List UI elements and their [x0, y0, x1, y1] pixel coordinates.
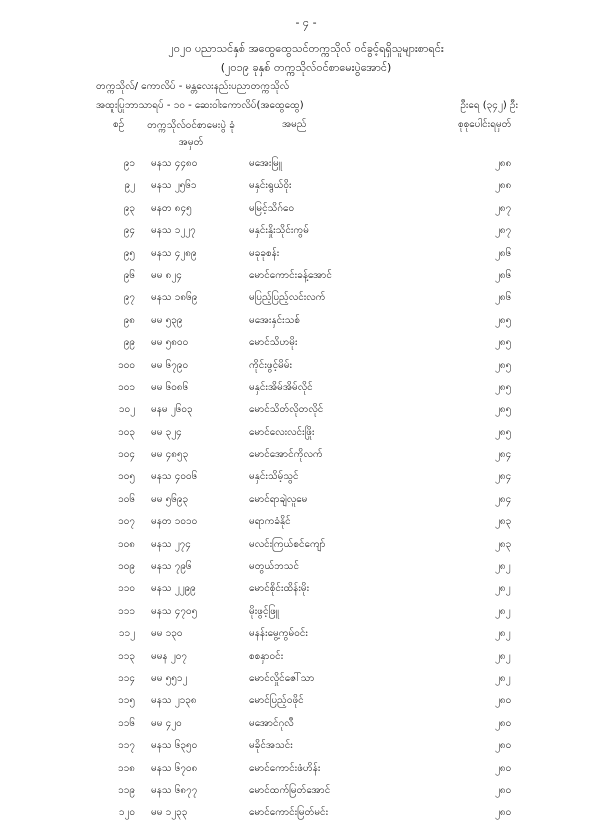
exam-number: မနသ ၁၂၂၇	[151, 225, 196, 237]
student-name: မောင်ကောင်းခန့်အောင်	[249, 269, 332, 281]
table-row	[0, 223, 612, 245]
exam-number: မနသ ၄၀၀၆	[151, 471, 198, 483]
student-name: မပြည့်ပြည့်လင်းလက်	[249, 292, 326, 304]
total-score: ၂၈၄	[495, 471, 512, 483]
table-row	[0, 649, 612, 671]
exam-number: မနသ ၄၂၈၉	[151, 247, 197, 259]
student-name: မနှင်းသိမ့်သွင်	[249, 471, 299, 483]
row-number: ၁၁၇	[118, 740, 135, 752]
total-score: ၂၈၂	[495, 672, 511, 684]
table-row	[0, 761, 612, 783]
exam-number: မမ ၃၂၄	[151, 426, 182, 438]
student-name: မောင်ကောင်းဖံဟိန်း	[249, 762, 321, 774]
total-score: ၂၈၀	[495, 695, 512, 707]
student-name: မရာကခံနိုင်	[249, 516, 291, 528]
total-score: ၂၈၄	[495, 449, 512, 461]
student-name: မတွယ်ဘသင်	[249, 561, 299, 573]
page-number: - ၄ -	[295, 16, 317, 29]
table-row	[0, 290, 612, 312]
table-row	[0, 201, 612, 223]
total-score: ၂၈၇	[495, 202, 512, 214]
row-number: ၁၀၁	[118, 381, 135, 393]
student-name: စစနှာဝင်း	[249, 650, 284, 662]
table-row	[0, 178, 612, 200]
total-score: ၂၈၅	[495, 404, 512, 416]
row-number: ၉၈	[123, 314, 135, 326]
exam-number: မနသ ၂၂၉၉	[151, 583, 196, 595]
student-name: မောင်သိဟမိုး	[249, 337, 298, 349]
exam-number: မနသ ၂၁၃၈	[151, 695, 197, 707]
row-number: ၉၂	[124, 180, 135, 192]
total-score: ၂၈၀	[495, 717, 512, 729]
total-score: ၂၈၄	[495, 493, 512, 505]
row-number: ၁၀၄	[118, 449, 135, 461]
total-score: ၂၈၀	[495, 740, 512, 752]
total-score: ၂၈၂	[495, 628, 511, 640]
document-subtitle: (၂၀၁၉ ခုနှစ် တက္ကသိုလ်ဝင်စာမေးပွဲအောင်)	[220, 61, 392, 74]
student-name: မခိုင်အသင်း	[249, 740, 293, 752]
student-name: မောင်အောင်ကိုလက်	[249, 449, 323, 461]
table-row	[0, 425, 612, 447]
exam-number: မနသ ၄၄၈၀	[151, 158, 198, 169]
row-number: ၁၀၀	[118, 359, 135, 371]
student-name: မမြင့်သိဂ်ဝေ	[249, 202, 295, 214]
exam-number: မနသ ၆၈၇၇	[151, 784, 198, 796]
exam-number: မနသ ၇၉၆	[151, 561, 192, 573]
document-title: ၂၀၂၀ ပညာသင်နှစ် အ‌ထွေထွေသင်တက္ကသိုလ် ဝင်ခွင့်ရရှိသူများစာရင်း	[168, 42, 444, 55]
row-number: ၁၀၅	[118, 471, 135, 483]
total-score: ၂၈၆	[495, 292, 512, 304]
table-header	[0, 117, 612, 149]
exam-number: မမ ၁၂၃၃	[151, 807, 188, 819]
total-score: ၂၈၂	[495, 561, 511, 573]
exam-number: မနသ ၆၇၀၈	[151, 762, 198, 774]
table-row	[0, 268, 612, 290]
row-number: ၁၁၅	[118, 695, 135, 707]
row-number: ၉၄	[123, 225, 135, 237]
student-name: မောင်သိတ်လိုတလိုင်	[249, 404, 324, 416]
table-row	[0, 783, 612, 805]
total-score: ၂၈၀	[495, 762, 512, 774]
student-name: မနှင်းနှိုးသိုင်းကွမ်	[249, 225, 309, 237]
row-number: ၁၀၂	[118, 404, 135, 416]
student-name: မခုခုစန်း	[249, 247, 280, 259]
exam-number: မမ ၅၅၁၂	[151, 672, 188, 684]
table-row	[0, 671, 612, 693]
row-number: ၁၁၈	[118, 762, 135, 774]
table-row	[0, 492, 612, 514]
total-score: ၂၈၅	[495, 426, 512, 438]
student-name: မလင်းကြယ်စင်ကျော်	[249, 538, 326, 550]
row-number: ၁၁၄	[118, 672, 135, 684]
total-score: ၂၈၂	[495, 650, 511, 662]
student-name: မနှင်းရွယ်ဝိုး	[249, 180, 292, 192]
table-row	[0, 358, 612, 380]
row-number: ၁၁၉	[118, 784, 135, 796]
row-number: ၁၁၀	[118, 583, 135, 595]
student-name: မောင်ပြည့်ဝဖိုင်	[249, 695, 304, 707]
exam-number: မနမ ၂၆၀၃	[151, 404, 193, 416]
total-score: ၂၈၆	[495, 247, 512, 259]
student-name: မောင်လှိုင်ဇေါ်သာ	[249, 672, 315, 684]
row-number: ၁၀၃	[118, 426, 135, 438]
header-exam-no: တက္ကသိုလ်ဝင်စာမေးပွဲ ခုံအမှတ်	[147, 120, 235, 148]
table-row	[0, 559, 612, 581]
exam-number: မမ ၄၈၅၃	[151, 449, 189, 461]
row-number: ၁၁၆	[118, 717, 135, 729]
exam-number: မနတ ၈၄၅	[151, 202, 192, 214]
table-row	[0, 805, 612, 827]
header-score: စုစုပေါင်းရမှတ်	[458, 119, 512, 130]
student-table	[0, 156, 612, 828]
student-name: မနှင်းအိမ်အိမ်လိုင်	[249, 381, 313, 393]
row-number: ၁၁၃	[118, 650, 135, 662]
exam-number: မနသ ၁၈၆၉	[151, 292, 198, 304]
table-row	[0, 313, 612, 335]
row-number: ၉၇	[123, 292, 135, 304]
exam-number: မနသ ၆၃၅၀	[151, 740, 198, 752]
table-row	[0, 604, 612, 626]
student-name: မောင်ကောင်းမြတ်မင်း	[249, 807, 329, 819]
table-row	[0, 626, 612, 648]
student-name: မအောင်ဂုလီ	[249, 717, 294, 729]
exam-number: မမ ၈၂၄	[151, 269, 182, 281]
exam-number: မမ ၁၃၀	[151, 628, 183, 640]
total-score: ၂၈၅	[495, 381, 512, 393]
header-no: စဉ်	[113, 119, 125, 130]
table-row	[0, 335, 612, 357]
table-row	[0, 693, 612, 715]
exam-number: မနသ ၄၇၀၅	[151, 605, 198, 617]
row-number: ၉၉	[123, 337, 135, 349]
major-label: အထူးပြုဘာသာရပ် - ၁၀ - ဆေးဝါးကောလိပ်(အထွေထွေ)	[96, 100, 304, 111]
student-name: မောင်ရာချဲလူမေ	[249, 493, 308, 505]
total-score: ၂၈၅	[495, 337, 512, 349]
student-name: မိုးဖွင့်ဖြူ	[249, 605, 279, 617]
student-name: မောင်လေးလင်းဖြိုး	[249, 426, 315, 438]
table-row	[0, 738, 612, 760]
exam-number: မမ ၆၀၈၆	[151, 381, 189, 393]
total-score: ၂၈၃	[495, 538, 512, 550]
row-number: ၁၀၇	[118, 516, 135, 528]
exam-number: မမ ၄၂၀	[151, 717, 182, 729]
total-score: ၂၈၈	[495, 180, 512, 192]
exam-number: မမ ၅၈၀၀	[151, 337, 189, 349]
total-score: ၂၈၂	[495, 583, 511, 595]
exam-number: မမ ၅၆၉၃	[151, 493, 189, 505]
table-row	[0, 380, 612, 402]
student-name: ကိုင်းဖွင့်မိမ်း	[249, 359, 293, 371]
total-score: ၂၈၅	[495, 359, 512, 371]
total-count: ဦးရေ (၃၄၂) ဦး	[460, 100, 518, 111]
student-name: မောင်စိုင်းထိန်းမိုး	[249, 583, 310, 595]
row-number: ၁၂၀	[118, 807, 135, 819]
table-row	[0, 246, 612, 268]
table-row	[0, 469, 612, 491]
student-name: မောင်ထက်မြတ်အောင်	[249, 784, 331, 796]
total-score: ၂၈၀	[495, 807, 512, 819]
student-name: မအေးမြူ	[249, 158, 282, 169]
exam-number: မနသ ၂၅၆၁	[151, 180, 197, 192]
row-number: ၁၀၈	[118, 538, 135, 550]
total-score: ၂၈၀	[495, 784, 512, 796]
table-row	[0, 402, 612, 424]
total-score: ၂၈၃	[495, 516, 512, 528]
row-number: ၉၃	[123, 202, 135, 214]
exam-number: မနသ ၂၇၄	[151, 538, 191, 550]
student-name: မနန်းမွေ့ကွမ်ဝင်း	[249, 628, 308, 640]
table-row	[0, 447, 612, 469]
row-number: ၁၁၁	[118, 605, 135, 617]
student-name: မအေးနှင်းသစ်	[249, 314, 301, 326]
table-row	[0, 537, 612, 559]
row-number: ၉၅	[123, 247, 135, 259]
total-score: ၂၈၇	[495, 225, 512, 237]
row-number: ၁၁၂	[118, 628, 135, 640]
row-number: ၁၀၉	[118, 561, 135, 573]
exam-number: မနတ ၁၀၁၀	[151, 516, 198, 528]
row-number: ၁၀၆	[118, 493, 135, 505]
university-line: တက္ကသိုလ်/ ကောလိပ် - မန္တလေးနည်းပညာတက္ကသိုလ်	[96, 81, 290, 92]
row-number: ၉၆	[123, 269, 135, 281]
table-row	[0, 156, 612, 178]
total-score: ၂၈၂	[495, 605, 511, 617]
table-row	[0, 581, 612, 603]
total-score: ၂၈၆	[495, 269, 512, 281]
total-score: ၂၈၅	[495, 314, 512, 326]
exam-number: မမန ၂၀၇	[151, 650, 187, 662]
header-name: အမည်	[282, 119, 307, 130]
total-score: ၂၈၈	[495, 158, 512, 169]
row-number: ၉၁	[123, 158, 135, 169]
exam-number: မမ ၅၃၉	[151, 314, 183, 326]
table-row	[0, 716, 612, 738]
exam-number: မမ ၆၇၉၀	[151, 359, 189, 371]
table-row	[0, 514, 612, 536]
